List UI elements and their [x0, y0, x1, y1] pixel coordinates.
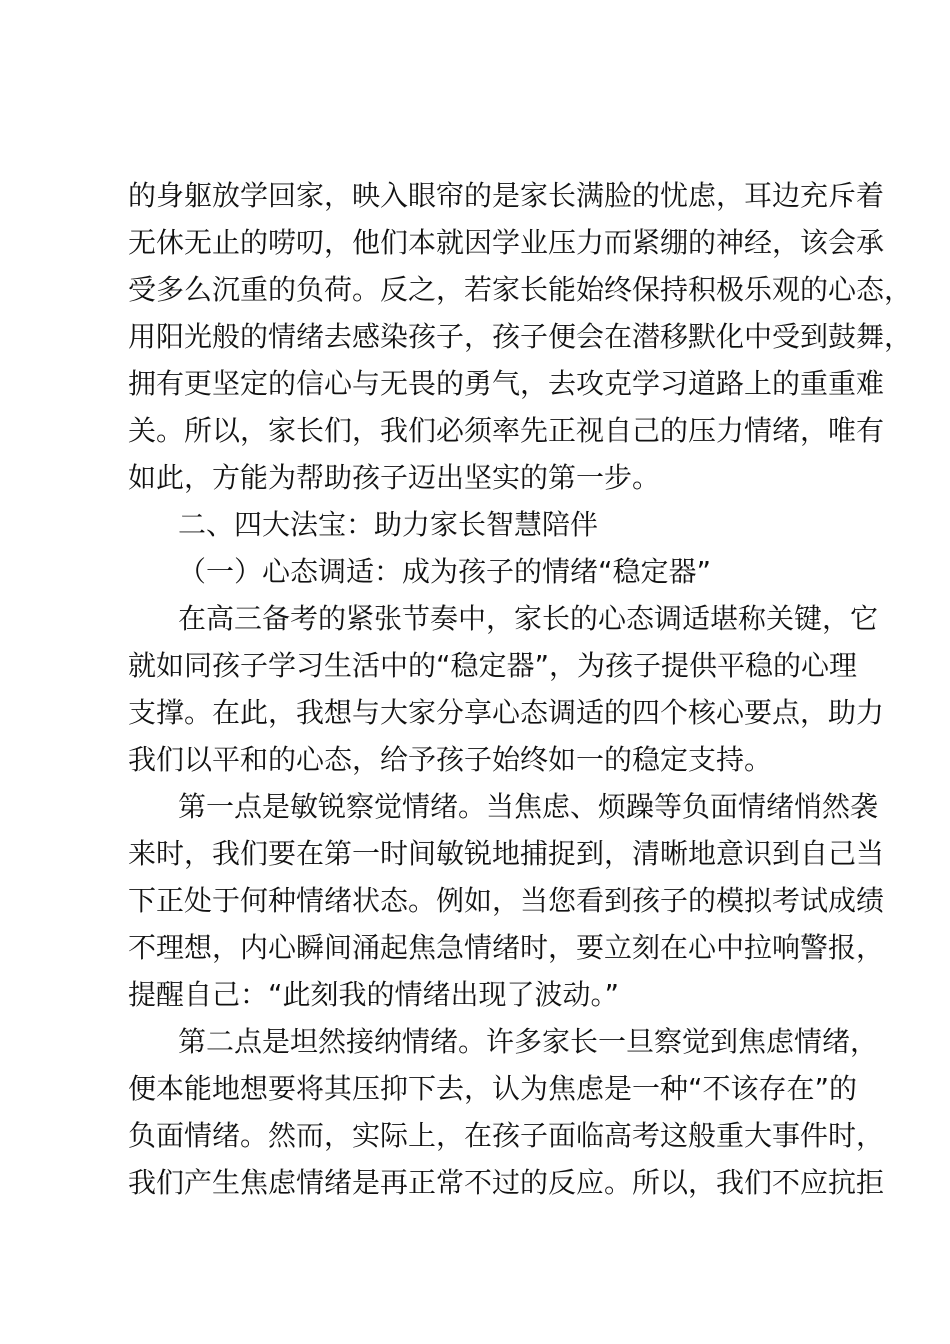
text-line: 关。所以，家长们，我们必须率先正视自己的压力情绪，唯有 [128, 414, 885, 447]
text-line: 我们以平和的心态，给予孩子始终如一的稳定支持。 [128, 743, 773, 776]
paragraph-1 [128, 172, 913, 501]
text-line: 我们产生焦虑情绪是再正常不过的反应。所以，我们不应抗拒 [128, 1166, 885, 1199]
text-line: 不理想，内心瞬间涌起焦急情绪时，要立刻在心中拉响警报， [128, 931, 885, 964]
text-line: 便本能地想要将其压抑下去，认为焦虑是一种“不该存在”的 [128, 1072, 858, 1105]
text-line: 提醒自己：“此刻我的情绪出现了波动。” [128, 978, 620, 1011]
text-line: 第一点是敏锐察觉情绪。当焦虑、烦躁等负面情绪悄然袭 [178, 790, 879, 823]
text-line: 拥有更坚定的信心与无畏的勇气，去攻克学习道路上的重重难 [128, 367, 885, 400]
text-line: 来时，我们要在第一时间敏锐地捕捉到，清晰地意识到自己当 [128, 837, 885, 870]
text-line: 下正处于何种情绪状态。例如，当您看到孩子的模拟考试成绩 [128, 884, 885, 917]
text-line: 支撑。在此，我想与大家分享心态调适的四个核心要点，助力 [128, 696, 885, 729]
text-line: 的身躯放学回家，映入眼帘的是家长满脸的忧虑，耳边充斥着 [128, 179, 885, 212]
heading-text: 二、四大法宝：助力家长智慧陪伴 [178, 508, 599, 541]
paragraph-4 [128, 1018, 885, 1206]
text-line: 如此，方能为帮助孩子迈出坚实的第一步。 [128, 461, 661, 494]
text-line: 负面情绪。然而，实际上，在孩子面临高考这般重大事件时， [128, 1119, 885, 1152]
text-line: 第二点是坦然接纳情绪。许多家长一旦察觉到焦虑情绪， [178, 1025, 879, 1058]
document-body [128, 172, 913, 1206]
text-line: 用阳光般的情绪去感染孩子，孩子便会在潜移默化中受到鼓舞， [128, 320, 913, 353]
text-line: 就如同孩子学习生活中的“稳定器”，为孩子提供平稳的心理 [128, 649, 858, 682]
text-line: 受多么沉重的负荷。反之，若家长能始终保持积极乐观的心态， [128, 273, 913, 306]
section-heading [128, 501, 834, 548]
subsection-heading [128, 548, 834, 595]
paragraph-3 [128, 783, 885, 1018]
text-line: 无休无止的唠叨，他们本就因学业压力而紧绷的神经，该会承 [128, 226, 885, 259]
text-line: 在高三备考的紧张节奏中，家长的心态调适堪称关键，它 [178, 602, 879, 635]
paragraph-2 [128, 595, 885, 783]
heading-text: （一）心态调适：成为孩子的情绪“稳定器” [178, 555, 712, 588]
